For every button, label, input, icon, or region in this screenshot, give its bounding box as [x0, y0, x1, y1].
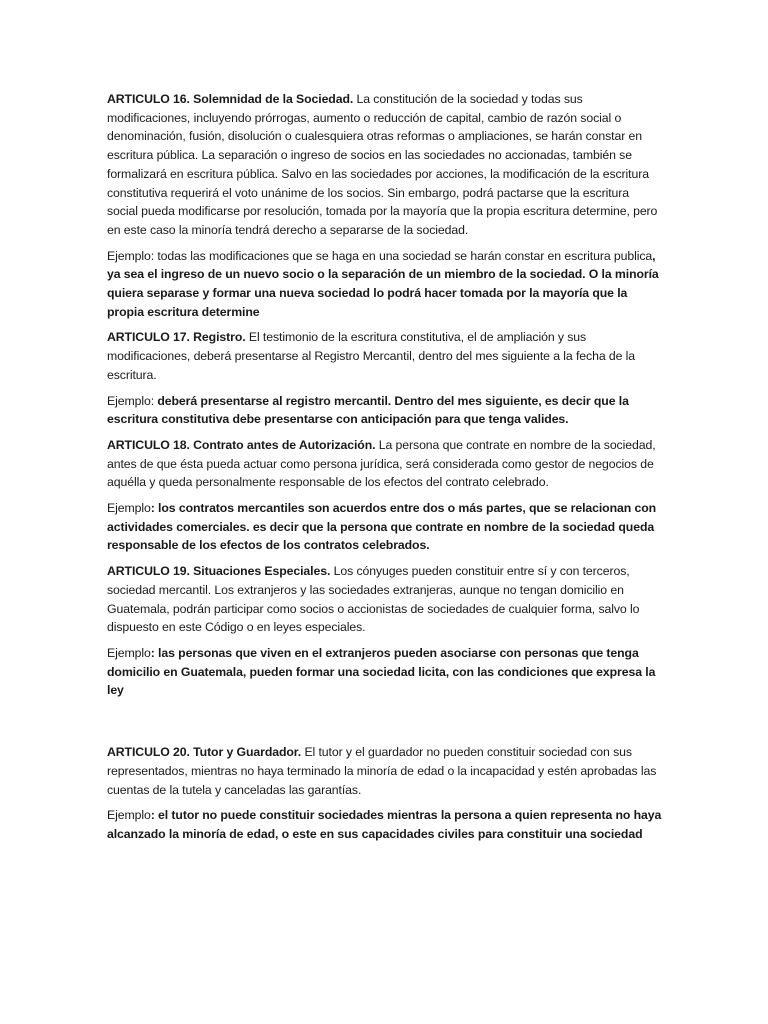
- example-17-text: deberá presentarse al registro mercantil. Dentro del mes siguiente, es decir que la escritura constitutiva debe presentarse con anticipación para que tenga valides.: [107, 393, 629, 427]
- blank-line: [107, 707, 663, 743]
- example-20-paragraph: [107, 806, 663, 843]
- article-17-paragraph: [107, 328, 663, 384]
- article-20-paragraph: [107, 743, 663, 799]
- article-19-paragraph: [107, 562, 663, 637]
- example-17-paragraph: [107, 392, 663, 429]
- example-20-text: : el tutor no puede constituir sociedades mientras la persona a quien representa no haya alcanzado la minoría de edad, o este en sus capacidades civiles para constituir una sociedad: [107, 808, 662, 841]
- article-18-text: La persona que contrate en nombre de la sociedad, antes de que ésta pueda actuar como persona jurídica, será considerada como gestor de negocios de aquélla y queda personalmente responsable de los efectos del contrato celebrado.: [107, 437, 656, 490]
- example-18-lead: Ejemplo: [107, 501, 151, 516]
- article-19-text: Los cónyuges pueden constituir entre sí y con terceros, sociedad mercantil. Los extranjeros y las sociedades extranjeras, aunque no tengan domicilio en Guatemala, podrán participar como socios o accionistas de sociedades de cualquier forma, salvo lo dispuesto en este Código o en leyes especiales.: [107, 564, 640, 635]
- article-19-heading: ARTICULO 19. Situaciones Especiales.: [107, 564, 331, 579]
- example-19-lead: Ejemplo: [107, 645, 151, 660]
- article-18-paragraph: [107, 436, 663, 492]
- example-16-lead: Ejemplo: todas las modificaciones que se haga en una sociedad se harán constar en escritura publica: [107, 248, 653, 263]
- example-19-text: : las personas que viven en el extranjeros pueden asociarse con personas que tenga domicilio en Guatemala, pueden formar una sociedad licita, con las condiciones que expresa la ley: [107, 645, 656, 698]
- example-18-text: : los contratos mercantiles son acuerdos entre dos o más partes, que se relacionan con actividades comerciales. es decir que la persona que contrate en nombre de la sociedad queda responsable de los efectos de los contratos celebrados.: [107, 501, 657, 553]
- article-16-paragraph: [107, 90, 663, 240]
- example-18-paragraph: [107, 499, 663, 555]
- article-17-text: El testimonio de la escritura constitutiva, el de ampliación y sus modificaciones, deberá presentarse al Registro Mercantil, dentro del mes siguiente a la fecha de la escritura.: [107, 330, 636, 382]
- article-18-heading: ARTICULO 18. Contrato antes de Autorización.: [107, 437, 376, 452]
- article-20-text: El tutor y el guardador no pueden constituir sociedad con sus representados, mientras no haya terminado la minoría de edad o la incapacidad y estén aprobadas las cuentas de la tutela y canceladas las garantías.: [107, 745, 657, 797]
- example-19-paragraph: [107, 644, 663, 700]
- document-page: [107, 90, 663, 851]
- article-20-heading: ARTICULO 20. Tutor y Guardador.: [107, 745, 302, 760]
- article-16-text: La constitución de la sociedad y todas sus modificaciones, incluyendo prórrogas, aumento o reducción de capital, cambio de razón social o denominación, fusión, disolución o cualesquiera otras reformas o ampliaciones, se harán constar en escritura pública. La separación o ingreso de socios en las sociedades no accionadas, también se formalizará en escritura pública. Salvo en las sociedades por acciones, la modificación de la escritura constitutiva requerirá el voto unánime de los socios. Sin embargo, podrá pactarse que la escritura social pueda modificarse por resolución, tomada por la mayoría que la propia escritura determine, pero en este caso la minoría tendrá derecho a separarse de la sociedad.: [107, 92, 658, 237]
- example-16-text: , ya sea el ingreso de un nuevo socio o la separación de un miembro de la sociedad. O la minoría quiera separase y formar una nueva sociedad lo podrá hacer tomada por la mayoría que la propia escritura determine: [107, 248, 659, 319]
- example-20-lead: Ejemplo: [107, 808, 151, 823]
- article-17-heading: ARTICULO 17. Registro.: [107, 330, 246, 345]
- article-16-heading: ARTICULO 16. Solemnidad de la Sociedad.: [107, 92, 354, 106]
- example-17-lead: Ejemplo:: [107, 393, 158, 408]
- example-16-paragraph: [107, 247, 663, 322]
